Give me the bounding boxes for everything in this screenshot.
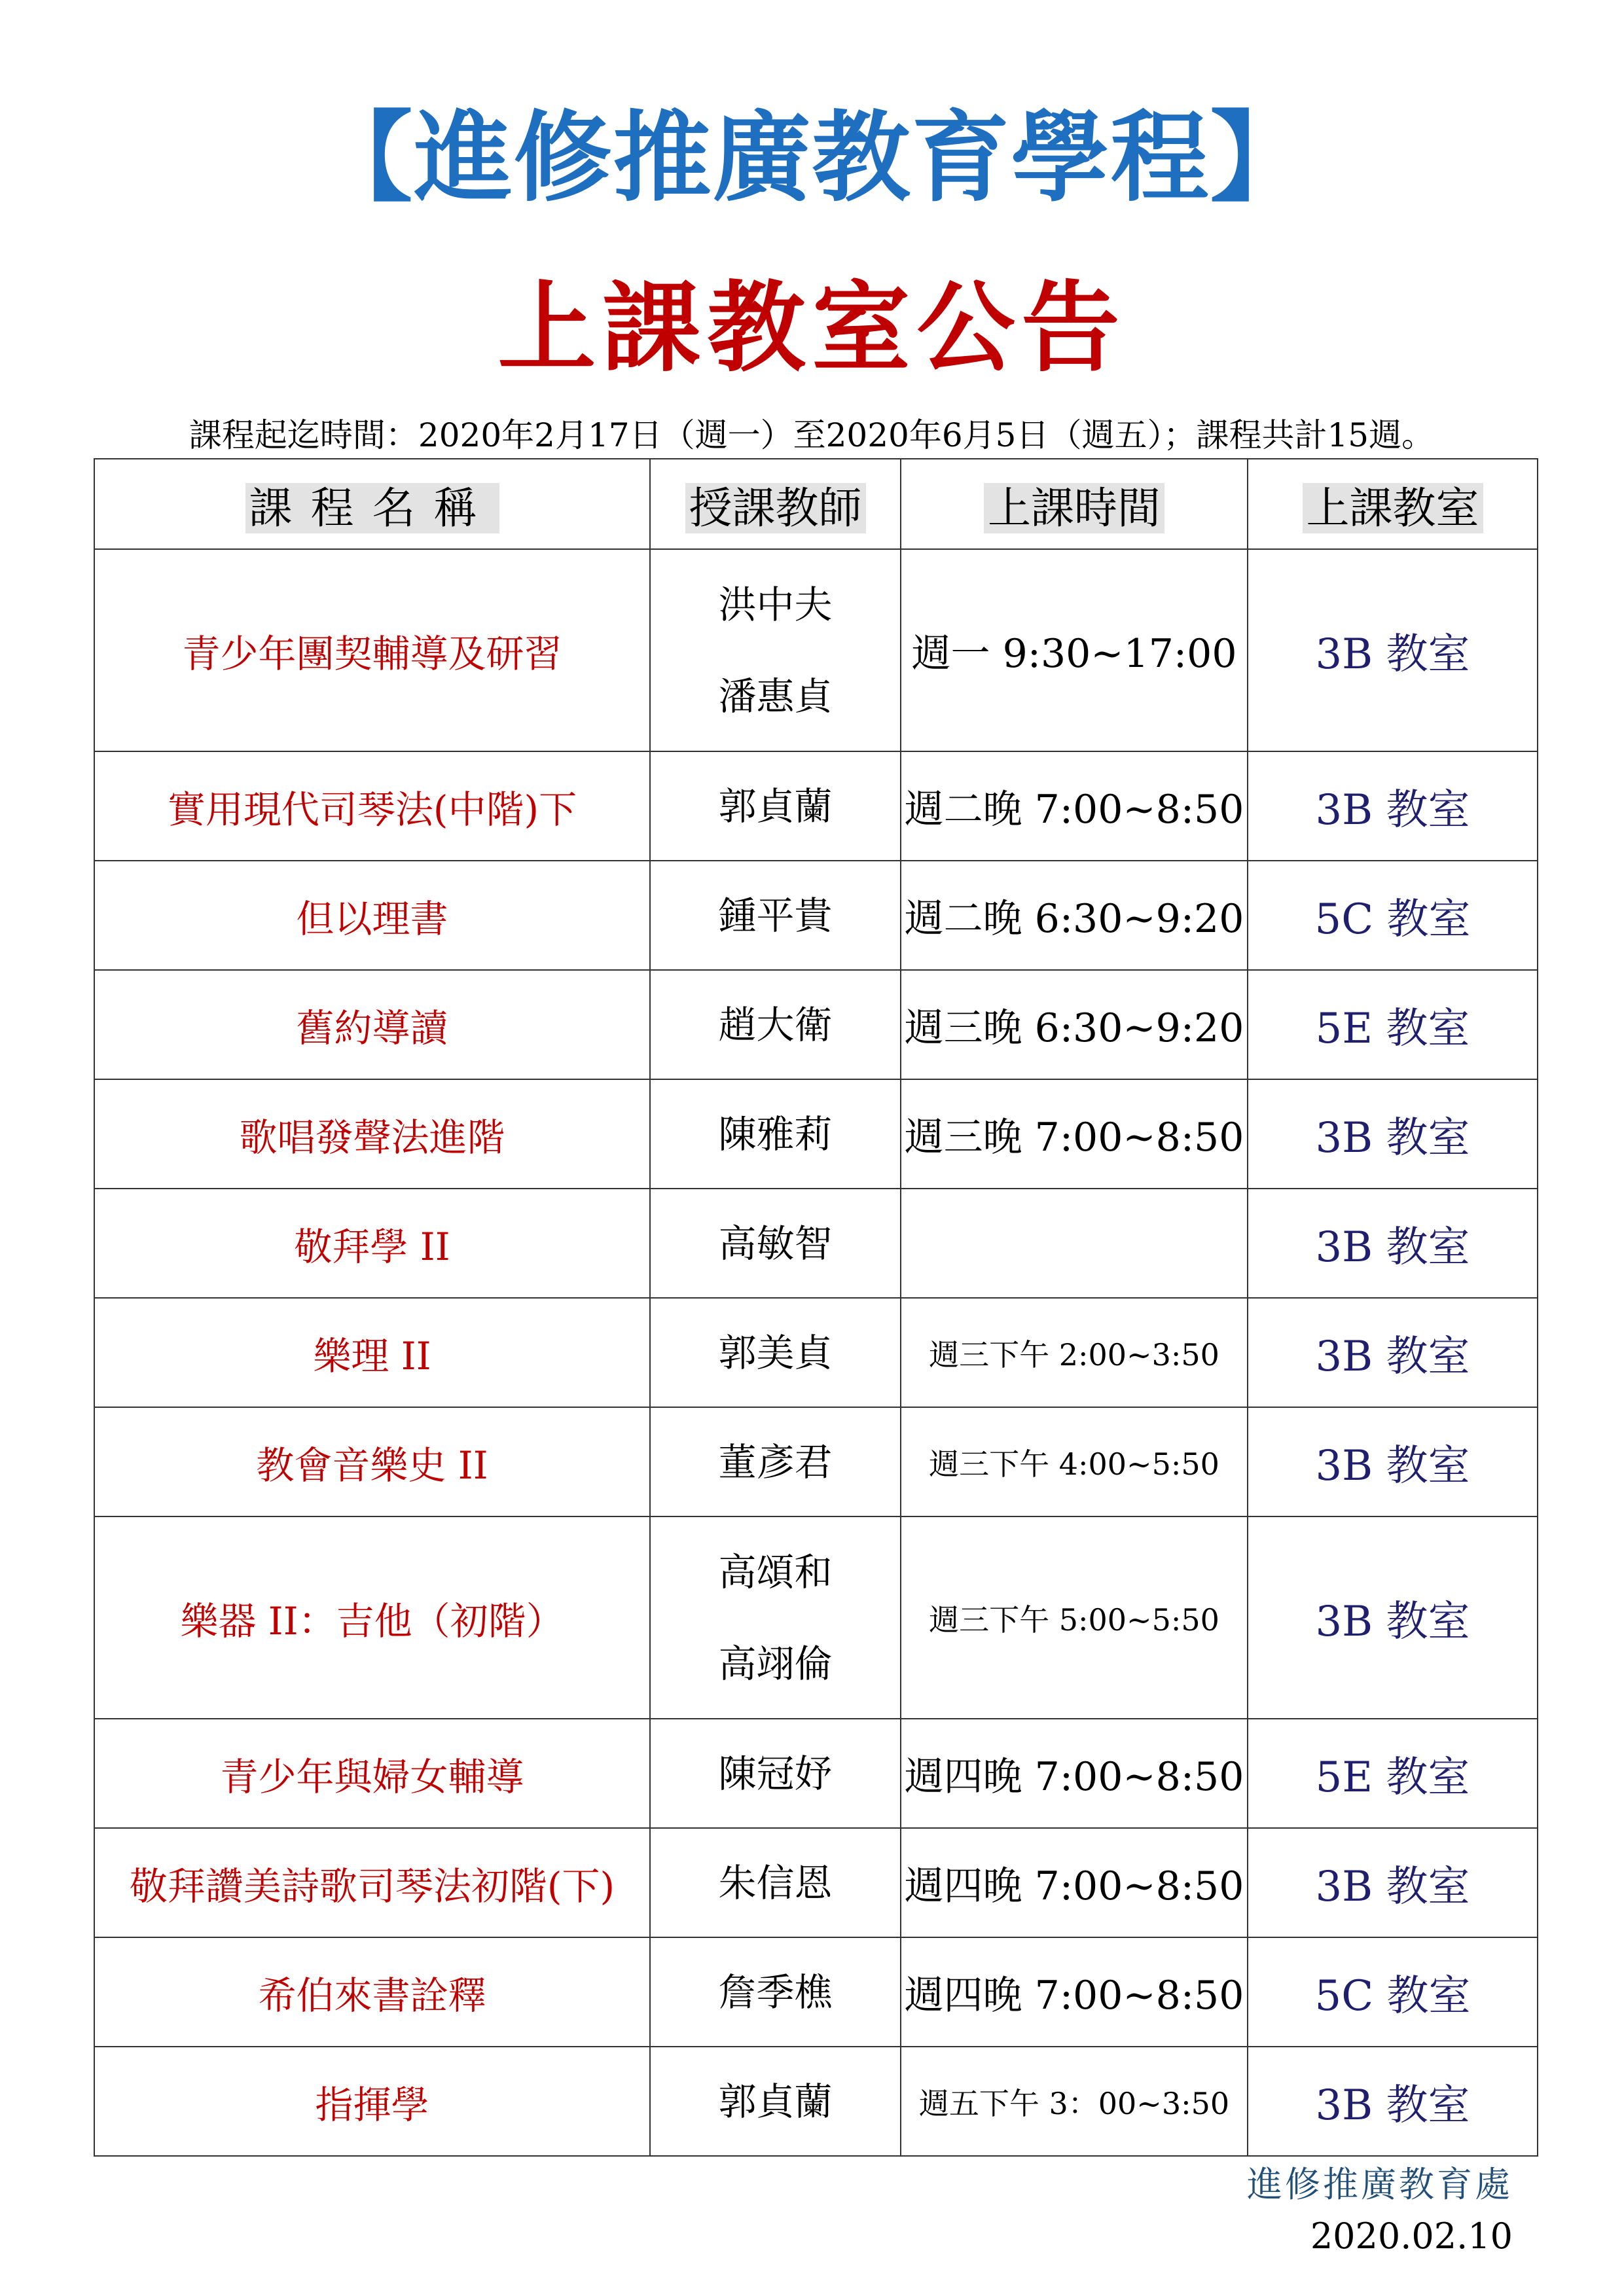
table-row bbox=[94, 1719, 1538, 1828]
teacher-cell bbox=[650, 2047, 901, 2156]
classroom-cell: 3B 教室 bbox=[1248, 1407, 1538, 1516]
classroom-cell: 3B 教室 bbox=[1248, 1516, 1538, 1719]
classroom-schedule-table bbox=[94, 458, 1538, 2157]
class-time-cell: 週三下午 2:00~3:50 bbox=[901, 1298, 1248, 1407]
course-name-cell: 歌唱發聲法進階 bbox=[94, 1079, 650, 1189]
course-name-cell: 青少年與婦女輔導 bbox=[94, 1719, 650, 1828]
teacher-cell bbox=[650, 751, 901, 861]
table-row bbox=[94, 1516, 1538, 1719]
course-name-cell: 教會音樂史 II bbox=[94, 1407, 650, 1516]
class-time-cell: 週二晚 7:00~8:50 bbox=[901, 751, 1248, 861]
course-name-cell: 樂器 II：吉他（初階） bbox=[94, 1516, 650, 1719]
column-header-room: 上課教室 bbox=[1248, 459, 1538, 549]
course-period: 課程起迄時間：2020年2月17日（週一）至2020年6月5日（週五）；課程共計15週。 bbox=[189, 416, 1435, 454]
classroom-cell: 5E 教室 bbox=[1248, 1719, 1538, 1828]
table-row bbox=[94, 1079, 1538, 1189]
classroom-cell: 3B 教室 bbox=[1248, 2047, 1538, 2156]
teacher-cell bbox=[650, 1719, 901, 1828]
class-time-cell: 週三下午 4:00~5:50 bbox=[901, 1407, 1248, 1516]
course-name-cell: 敬拜學 II bbox=[94, 1189, 650, 1298]
course-name-cell: 敬拜讚美詩歌司琴法初階(下) bbox=[94, 1828, 650, 1937]
teacher-cell bbox=[650, 1407, 901, 1516]
teacher-name: 洪中夫 bbox=[718, 582, 833, 627]
issue-date: 2020.02.10 bbox=[1310, 2215, 1513, 2257]
table-row bbox=[94, 1937, 1538, 2047]
classroom-cell: 3B 教室 bbox=[1248, 549, 1538, 751]
teacher-name: 朱信恩 bbox=[718, 1860, 833, 1905]
teacher-cell bbox=[650, 549, 901, 751]
teacher-cell bbox=[650, 1079, 901, 1189]
table-row bbox=[94, 2047, 1538, 2156]
teacher-name: 郭美貞 bbox=[718, 1330, 833, 1375]
teacher-name: 高敏智 bbox=[718, 1221, 833, 1266]
teacher-name: 陳冠妤 bbox=[718, 1751, 833, 1796]
classroom-cell: 3B 教室 bbox=[1248, 1079, 1538, 1189]
course-name-cell: 但以理書 bbox=[94, 861, 650, 970]
teacher-name: 董彥君 bbox=[718, 1439, 833, 1484]
class-time-cell: 週三晚 7:00~8:50 bbox=[901, 1079, 1248, 1189]
teacher-name: 郭貞蘭 bbox=[718, 2079, 833, 2124]
class-time-cell: 週五下午 3：00~3:50 bbox=[901, 2047, 1248, 2156]
class-time-cell: 週四晚 7:00~8:50 bbox=[901, 1937, 1248, 2047]
table-row bbox=[94, 970, 1538, 1079]
course-name-cell: 希伯來書詮釋 bbox=[94, 1937, 650, 2047]
teacher-name: 高翊倫 bbox=[718, 1641, 833, 1686]
column-header-course: 課程名稱 bbox=[94, 459, 650, 549]
table-row bbox=[94, 861, 1538, 970]
column-header-teacher: 授課教師 bbox=[650, 459, 901, 549]
teacher-name: 郭貞蘭 bbox=[718, 783, 833, 829]
class-time-cell: 週四晚 7:00~8:50 bbox=[901, 1719, 1248, 1828]
classroom-cell: 3B 教室 bbox=[1248, 1189, 1538, 1298]
teacher-name: 詹季樵 bbox=[718, 1969, 833, 2015]
page-title: 【進修推廣教育學程】 bbox=[314, 101, 1310, 215]
classroom-cell: 3B 教室 bbox=[1248, 1828, 1538, 1937]
table-header-row bbox=[94, 459, 1538, 549]
announcement-title: 上課教室公告 bbox=[497, 272, 1127, 386]
teacher-name: 鍾平貴 bbox=[718, 893, 833, 938]
class-time-cell: 週二晚 6:30~9:20 bbox=[901, 861, 1248, 970]
issuing-office: 進修推廣教育處 bbox=[1247, 2164, 1513, 2205]
classroom-cell: 3B 教室 bbox=[1248, 751, 1538, 861]
teacher-cell bbox=[650, 970, 901, 1079]
classroom-cell: 5C 教室 bbox=[1248, 1937, 1538, 2047]
table-row bbox=[94, 1407, 1538, 1516]
teacher-name: 趙大衛 bbox=[718, 1002, 833, 1047]
teacher-name: 陳雅莉 bbox=[718, 1111, 833, 1157]
table-row bbox=[94, 751, 1538, 861]
teacher-name: 高頌和 bbox=[718, 1549, 833, 1594]
classroom-cell: 3B 教室 bbox=[1248, 1298, 1538, 1407]
course-name-cell: 指揮學 bbox=[94, 2047, 650, 2156]
table-row bbox=[94, 1189, 1538, 1298]
class-time-cell: 週三下午 5:00~5:50 bbox=[901, 1516, 1248, 1719]
teacher-cell bbox=[650, 1516, 901, 1719]
course-name-cell: 青少年團契輔導及研習 bbox=[94, 549, 650, 751]
course-name-cell: 舊約導讀 bbox=[94, 970, 650, 1079]
class-time-cell bbox=[901, 1189, 1248, 1298]
teacher-cell bbox=[650, 1937, 901, 2047]
classroom-cell: 5E 教室 bbox=[1248, 970, 1538, 1079]
course-name-cell: 樂理 II bbox=[94, 1298, 650, 1407]
teacher-cell bbox=[650, 1189, 901, 1298]
teacher-cell bbox=[650, 861, 901, 970]
classroom-cell: 5C 教室 bbox=[1248, 861, 1538, 970]
column-header-time: 上課時間 bbox=[901, 459, 1248, 549]
class-time-cell: 週三晚 6:30~9:20 bbox=[901, 970, 1248, 1079]
table-row bbox=[94, 549, 1538, 751]
class-time-cell: 週四晚 7:00~8:50 bbox=[901, 1828, 1248, 1937]
table-row bbox=[94, 1828, 1538, 1937]
course-name-cell: 實用現代司琴法(中階)下 bbox=[94, 751, 650, 861]
class-time-cell: 週一 9:30~17:00 bbox=[901, 549, 1248, 751]
teacher-cell bbox=[650, 1298, 901, 1407]
teacher-name: 潘惠貞 bbox=[718, 673, 833, 719]
teacher-cell bbox=[650, 1828, 901, 1937]
table-row bbox=[94, 1298, 1538, 1407]
